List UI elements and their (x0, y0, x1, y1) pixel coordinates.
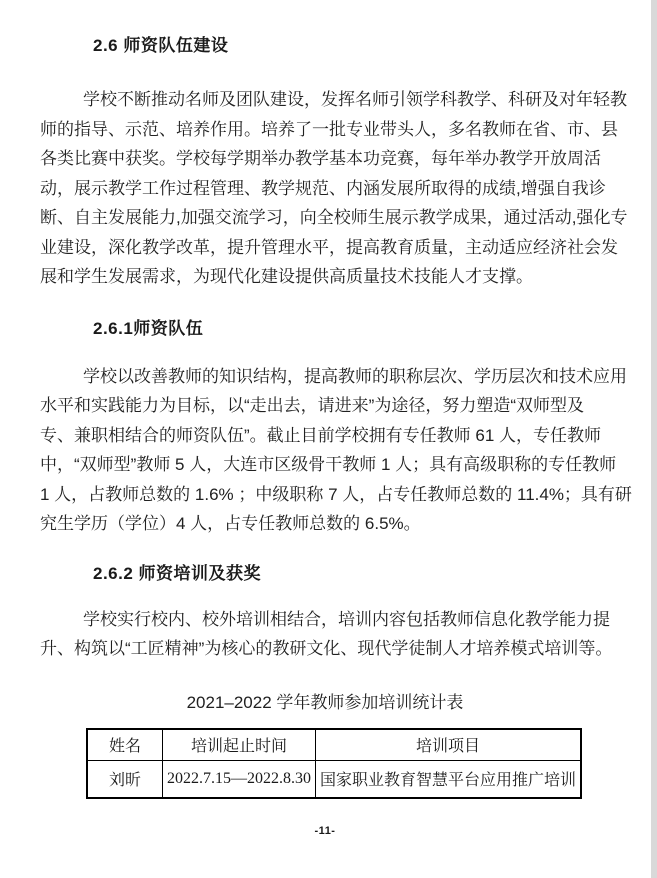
table-header-row (87, 729, 581, 761)
text-line: 学校实行校内、校外培训相结合，培训内容包括教师信息化教学能力提 (83, 609, 610, 629)
header-cell-project: 培训项目 (316, 729, 582, 761)
text-line: 业建设，深化教学改革，提升管理水平，提高教育质量，主动适应经济社会发 (40, 237, 618, 257)
table-title: 2021–2022 学年教师参加培训统计表 (186, 692, 464, 712)
text-line: 展和学生发展需求，为现代化建设提供高质量技术技能人才支撑。 (40, 267, 533, 286)
text-line: 学校不断推动名师及团队建设，发挥名师引领学科教学、科研及对年轻教 (83, 90, 627, 109)
text-line: 1 人，占教师总数的 1.6% ；中级职称 7 人，占专任教师总数的 11.4%；具有研 (40, 484, 632, 504)
paragraph-2-6-2 (40, 605, 657, 664)
heading-2-6-1: 2.6.1师资队伍 (93, 318, 204, 338)
heading-2-6: 2.6 师资队伍建设 (93, 36, 229, 55)
page-number: -11- (314, 824, 336, 837)
text-line: 升、构筑以“工匠精神”为核心的教研文化、现代学徒制人才培养模式培训等。 (40, 639, 613, 658)
text-line: 断、自主发展能力,加强交流学习，向全校师生展示教学成果，通过活动,强化专 (40, 208, 628, 227)
paragraph-2-6-1 (40, 362, 657, 539)
text-line: 师的指导、示范、培养作用。培养了一批专业带头人，多名教师在省、市、县 (40, 119, 618, 139)
text-line: 学校以改善教师的知识结构，提高教师的职称层次、学历层次和技术应用 (83, 366, 627, 386)
page-edge-strip (651, 0, 657, 878)
text-line: 动，展示教学工作过程管理、教学规范、内涵发展所取得的成绩,增强自我诊 (40, 178, 606, 198)
text-line: 专、兼职相结合的师资队伍”。截止目前学校拥有专任教师 61 人，专任教师 (40, 425, 602, 445)
paragraph-2-6 (40, 85, 657, 292)
cell-period: 2022.7.15—2022.8.30 (163, 761, 316, 798)
text-line: 水平和实践能力为目标，以“走出去，请进来”为途径，努力塑造“双师型及 (40, 396, 584, 415)
heading-2-6-2: 2.6.2 师资培训及获奖 (93, 563, 262, 583)
text-line: 中，“双师型”教师 5 人，大连市区级骨干教师 1 人；具有高级职称的专任教师 (40, 455, 617, 474)
text-line: 各类比赛中获奖。学校每学期举办教学基本功竞赛，每年举办教学开放周活 (40, 149, 601, 168)
cell-name: 刘昕 (87, 761, 163, 798)
training-table (86, 728, 582, 799)
header-cell-name: 姓名 (87, 729, 163, 761)
cell-project: 国家职业教育智慧平台应用推广培训 (316, 761, 582, 798)
table-row (87, 761, 581, 798)
header-cell-period: 培训起止时间 (163, 729, 316, 761)
text-line: 究生学历（学位）4 人，占专任教师总数的 6.5%。 (40, 514, 421, 533)
